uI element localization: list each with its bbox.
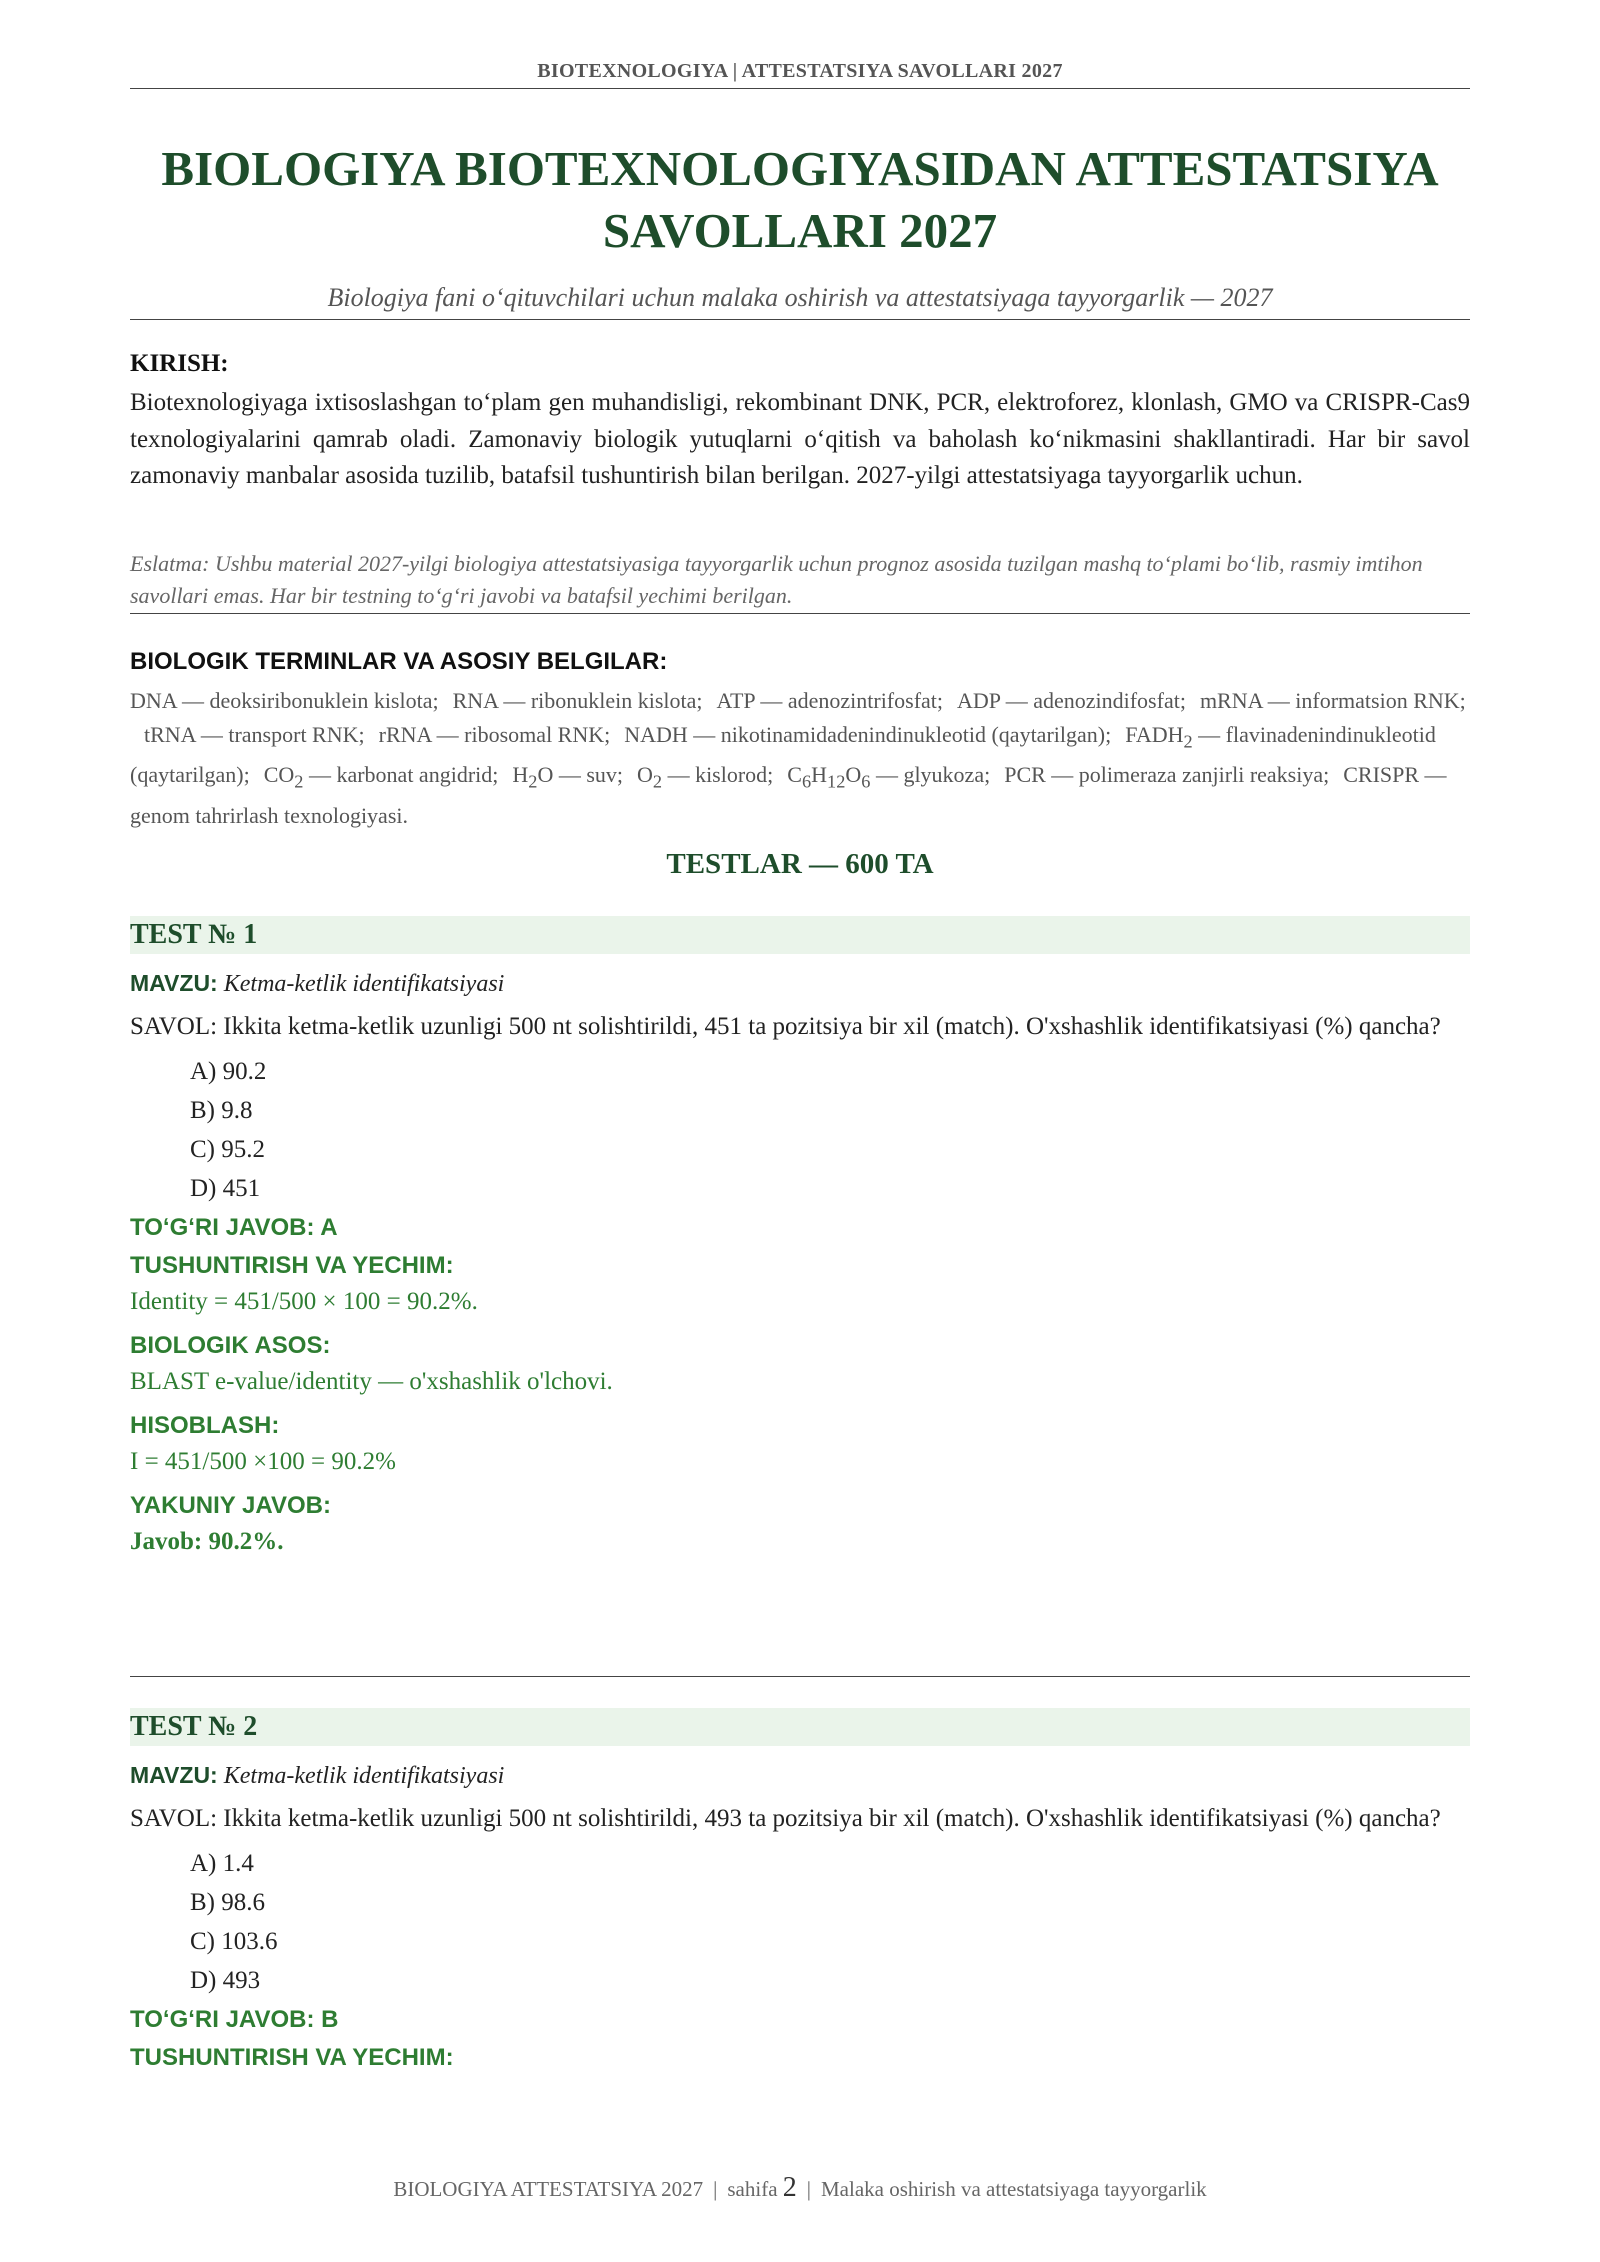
option-d[interactable]: D) 493 xyxy=(190,1966,261,1994)
final-label: YAKUNIY JAVOB: xyxy=(130,1491,331,1519)
intro-heading: KIRISH: xyxy=(130,350,229,377)
term: $CO_2$ — karbonat angidrid; xyxy=(263,762,499,792)
correct-answer-letter: B xyxy=(321,2005,339,2033)
term: CRISPR — genom tahrirlash texnologiyasi. xyxy=(130,762,1447,828)
explanation-text: Identity = 451/500 × 100 = 90.2%. xyxy=(130,1287,478,1315)
option-d[interactable]: D) 451 xyxy=(190,1174,261,1202)
option-a[interactable]: A) 90.2 xyxy=(190,1057,267,1085)
test-block-2 xyxy=(130,1708,1470,2076)
term: mRNA — informatsion RNK; xyxy=(1199,688,1466,713)
intro-rule xyxy=(130,613,1470,614)
topic-value: Ketma-ketlik identifikatsiyasi xyxy=(223,971,505,997)
document-page xyxy=(130,0,1470,2262)
term: ATP — adenozintrifosfat; xyxy=(716,688,944,713)
term: $FADH_2$ — flavinadenindinukleotid (qaytarilgan); xyxy=(130,722,1436,788)
correct-answer-letter: A xyxy=(320,1213,338,1241)
test-title: TEST № 1 xyxy=(130,916,1470,954)
test-topic xyxy=(130,966,1470,1001)
document-subtitle: Biologiya fani oʻqituvchilari uchun malaka oshirish va attestatsiyaga tayyorgarlik — 2027 xyxy=(327,283,1273,312)
correct-answer: TOʻGʻRI JAVOB: B xyxy=(130,2005,339,2033)
term: $H_2O$ — suv; xyxy=(512,762,623,792)
option-c[interactable]: C) 95.2 xyxy=(190,1135,265,1163)
option-a[interactable]: A) 1.4 xyxy=(190,1849,254,1877)
term: PCR — polimeraza zanjirli reaksiya; xyxy=(1004,762,1330,788)
term: $O_2$ — kislorod; xyxy=(637,762,774,792)
option-c[interactable]: C) 103.6 xyxy=(190,1927,278,1955)
explanation-label: TUSHUNTIRISH VA YECHIM: xyxy=(130,2043,454,2071)
title-line-2: SAVOLLARI 2027 xyxy=(602,203,998,258)
section-title: TESTLAR — 600 TA xyxy=(666,848,934,880)
intro-note: Eslatma: Ushbu material 2027-yilgi biologiya attestatsiyasiga tayyorgarlik uchun prognoz asosida tuzilgan mashq toʻplami boʻlib, rasmiy imtihon savollari emas. Har bir testning toʻgʻri javobi va batafsil yechimi berilgan. xyxy=(130,551,1423,608)
page-number: 2 xyxy=(782,2172,797,2203)
topic-label: MAVZU: xyxy=(130,970,218,996)
calc-text: I = 451/500 ×100 = 90.2% xyxy=(130,1447,396,1475)
header-rule xyxy=(130,88,1470,89)
terms-list xyxy=(130,684,1470,833)
answer-options xyxy=(190,1052,1470,1208)
title-line-1: BIOLOGIYA BIOTEXNOLOGIYASIDAN ATTESTATSIYA xyxy=(161,141,1439,196)
running-header: BIOTEXNOLOGIYA | ATTESTATSIYA SAVOLLARI 2027 xyxy=(537,60,1063,82)
topic-label: MAVZU: xyxy=(130,1762,218,1788)
answer-options xyxy=(190,1844,1470,2000)
topic-value: Ketma-ketlik identifikatsiyasi xyxy=(223,1763,505,1789)
basis-text: BLAST e-value/identity — o'xshashlik o'lchovi. xyxy=(130,1367,613,1395)
test-block-1 xyxy=(130,916,1470,1560)
term: RNA — ribonuklein kislota; xyxy=(452,688,703,713)
basis-label: BIOLOGIK ASOS: xyxy=(130,1331,331,1359)
term: rRNA — ribosomal RNK; xyxy=(378,722,611,747)
terms-heading: BIOLOGIK TERMINLAR VA ASOSIY BELGILAR: xyxy=(130,648,668,675)
footer-page-label: sahifa xyxy=(727,2177,778,2201)
correct-answer: TOʻGʻRI JAVOB: A xyxy=(130,1213,338,1241)
calc-label: HISOBLASH: xyxy=(130,1411,280,1439)
term: NADH — nikotinamidadenindinukleotid (qaytarilgan); xyxy=(624,722,1112,747)
document-title xyxy=(130,138,1470,262)
test-separator xyxy=(130,1676,1470,1677)
intro-body: Biotexnologiyaga ixtisoslashgan toʻplam gen muhandisligi, rekombinant DNK, PCR, elektroforez, klonlash, GMO va CRISPR-Cas9 texnologiyalarini qamrab oladi. Zamonaviy biologik yutuqlarni oʻqitish va baholash koʻnikmasini shakllantiradi. Har bir savol zamonaviy manbalar asosida tuzilib, batafsil tushuntirish bilan berilgan. 2027-yilgi attestatsiyaga tayyorgarlik uchun. xyxy=(130,389,1470,489)
option-b[interactable]: B) 98.6 xyxy=(190,1888,265,1916)
test-topic xyxy=(130,1758,1470,1793)
term: $C_6H_{12}O_6$ — glyukoza; xyxy=(787,762,991,792)
test-title: TEST № 2 xyxy=(130,1708,1470,1746)
option-b[interactable]: B) 9.8 xyxy=(190,1096,253,1124)
question-text: SAVOL: Ikkita ketma-ketlik uzunligi 500 nt solishtirildi, 451 ta pozitsiya bir xil (match). O'xshashlik identifikatsiyasi (%) qancha? xyxy=(130,1013,1441,1040)
term: DNA — deoksiribonuklein kislota; xyxy=(130,688,439,713)
term: ADP — adenozindifosfat; xyxy=(957,688,1186,713)
subtitle-rule xyxy=(130,319,1470,320)
explanation-label: TUSHUNTIRISH VA YECHIM: xyxy=(130,1251,454,1279)
question-text: SAVOL: Ikkita ketma-ketlik uzunligi 500 nt solishtirildi, 493 ta pozitsiya bir xil (match). O'xshashlik identifikatsiyasi (%) qancha? xyxy=(130,1805,1441,1832)
footer-left: BIOLOGIYA ATTESTATSIYA 2027 xyxy=(393,2177,704,2201)
footer-right: Malaka oshirish va attestatsiyaga tayyorgarlik xyxy=(821,2177,1207,2201)
page-footer: BIOLOGIYA ATTESTATSIYA 2027 | sahifa 2 | Malaka oshirish va attestatsiyaga tayyorgarlik xyxy=(393,2172,1207,2203)
term: tRNA — transport RNK; xyxy=(144,722,365,747)
final-answer: Javob: 90.2%. xyxy=(130,1527,284,1555)
